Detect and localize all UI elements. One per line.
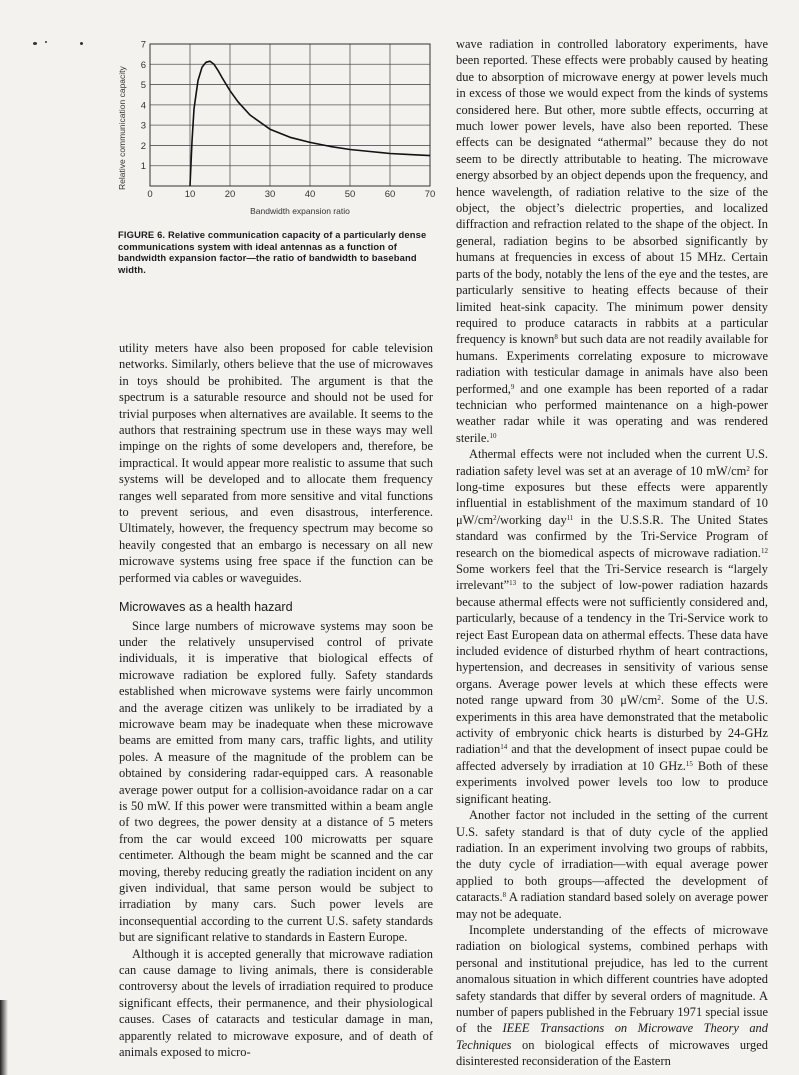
- caption-label: FIGURE 6.: [118, 229, 166, 240]
- scan-edge-shadow: [0, 1000, 8, 1075]
- reference-number: 11: [566, 513, 574, 522]
- reference-number: 8: [502, 891, 507, 900]
- capacity-chart: [112, 36, 437, 226]
- scan-speck: [80, 42, 83, 45]
- paragraph: [456, 446, 768, 807]
- x-tick-label: 50: [344, 189, 356, 200]
- superscript: 2: [493, 513, 497, 522]
- reference-number: 10: [489, 431, 497, 440]
- x-tick-label: 10: [184, 189, 196, 200]
- chart-ticks: [141, 40, 436, 201]
- superscript: 2: [657, 694, 661, 703]
- text-run: Both of these experiments involved power levels too low to produce significant heating.: [456, 758, 769, 806]
- text-run: Athermal effects were not included when the current U.S. radiation safety level was set at an average of 10 mW/cm: [456, 447, 768, 478]
- figure-6: [112, 36, 437, 226]
- text-run: and one example has been reported of a radar technician who performed maintenance on a high-power weather radar while it was operating and was rendered sterile.: [456, 381, 768, 445]
- text-run: Another factor not included in the setting of the current U.S. safety standard is that of duty cycle of the applied radiation. In an experiment involving two groups of rabbits, the duty cycle of irradiation—with equal average power applied to both groups—affected the development of cataracts.: [456, 808, 768, 905]
- right-column: [456, 36, 768, 1070]
- text-run: wave radiation in controlled laboratory experiments, have been reported. These effects were probably caused by heating due to absorption of microwave energy at power levels much in excess of those we would expect from the kinds of systems considered here. But other, more subtle effects, occurring at much lower power levels, have also been reported. These effects can be designated “athermal” because they do not seem to be directly attributable to heating. The microwave energy absorbed by an object depends upon the frequency, and hence wavelength, of radiation relative to the size of the object, the object’s dielectric properties, and localized diffraction and refraction related to the shape of the object. In general, radiation begins to be absorbed significantly by humans at frequencies in excess of about 15 MHz. Certain parts of the body, notably the lens of the eye and the testes, are particularly sensitive to heating effects because of their limited heat-sink capacity. The minimum power density required to produce cataracts in rabbits at a particular frequency is known: [456, 37, 768, 347]
- section-heading: Microwaves as a health hazard: [119, 600, 293, 615]
- journal-title: IEEE Transactions on Microwave Theory and Techniques: [456, 1021, 768, 1052]
- caption-text: Relative communication capacity of a particularly dense communications system with ideal antennas as a function of bandwidth expansion factor—the ratio of bandwidth to baseband width.: [118, 229, 427, 275]
- y-tick-label: 1: [140, 161, 146, 173]
- text-run: on biological effects of microwaves urged disinterested reconsideration of the Eastern: [456, 1037, 768, 1069]
- reference-number: 15: [685, 759, 693, 768]
- chart-axes: [150, 44, 430, 186]
- text-run: /working day: [496, 512, 567, 527]
- reference-number: 8: [554, 333, 558, 342]
- paragraph: [456, 922, 768, 1070]
- x-tick-label: 0: [147, 189, 153, 200]
- reference-number: 9: [510, 382, 515, 391]
- text-run: and that the development of insect pupae could be affected adversely by irradiation at 10 GHz.: [456, 742, 768, 773]
- text-run: for long-time exposures but these effects were apparently influential in establishment of the maximum standard of 10 μW/cm: [456, 463, 768, 527]
- y-tick-label: 6: [140, 59, 146, 71]
- text-run: but such data are not readily available for humans. Experiments correlating exposure to microwave radiation with testicular damage in animals have also been performed,: [456, 332, 769, 396]
- y-tick-label: 2: [140, 140, 146, 152]
- y-tick-label: 3: [140, 120, 146, 132]
- y-axis-label: Relative communication capacity: [117, 66, 127, 190]
- plot-frame: [150, 44, 430, 186]
- paragraph: utility meters have also been proposed for cable television networks. Similarly, others believe that the use of microwaves in toys should be prohibited. The argument is that the spectrum is a saturable resource and should not be used for trivial purposes when alternatives are available. It seems to the authors that restraining spectrum use in these ways may well impinge on the rights of some developers and, therefore, be impractical. It would appear more realistic to assume that such systems will be developed and to allocate them frequency ranges well separated from more sensitive and vital functions to prevent serious, and even disastrous, interference. Ultimately, however, the frequency spectrum may become so heavily congested that an embargo is necessary on all new microwave systems using free space if the function can be performed via cables or waveguides.: [119, 341, 433, 585]
- left-column: [119, 340, 433, 1060]
- x-tick-label: 70: [424, 189, 436, 200]
- x-axis-label: Bandwidth expansion ratio: [250, 206, 350, 216]
- scan-speck: [33, 42, 37, 45]
- x-tick-label: 20: [224, 189, 236, 200]
- paragraph: [456, 36, 768, 446]
- x-tick-label: 30: [264, 189, 276, 200]
- paragraph: Although it is accepted generally that microwave radiation can cause damage to living animals, there is considerable controversy about the levels of irradiation required to produce significant effects, their permanence, and their physiological causes. Cases of cataracts and testicular damage in man, apparently related to microwave exposure, and of death of animals exposed to micro-: [119, 946, 433, 1060]
- reference-number: 12: [761, 546, 768, 555]
- paragraph: [456, 807, 768, 922]
- x-tick-label: 60: [384, 189, 396, 200]
- x-tick-label: 40: [304, 189, 316, 200]
- text-run: . Some of the U.S. experiments in this area have demonstrated that the metabolic activity of embryonic chick hearts is disturbed by 24-GHz radiation: [456, 693, 768, 757]
- text-run: Incomplete understanding of the effects of microwave radiation on biological systems, combined perhaps with personal and institutional prejudice, has led to the current anomalous situation in which different countries have adopted safety standards that differ by several orders of magnitude. A number of papers published in the February 1971 special issue of the: [456, 922, 768, 1036]
- reference-number: 13: [509, 579, 517, 588]
- text-run: A radiation standard based solely on average power may not be adequate.: [456, 890, 768, 921]
- text-run: in the U.S.S.R. The United States standard was confirmed by the Tri-Service Program of research on the biomedical aspects of microwave radiation.: [456, 512, 769, 560]
- scan-speck: [45, 41, 47, 43]
- superscript: 2: [746, 464, 750, 473]
- y-tick-label: 7: [140, 39, 146, 51]
- figure-caption: [118, 229, 434, 275]
- chart-grid: [150, 44, 430, 186]
- paragraph: Since large numbers of microwave systems may soon be under the relatively unsupervised control of private individuals, it is imperative that biological effects of microwave radiation be explored fully. Safety standards established when microwave systems were fairly uncommon and the average citizen was unlikely to be irradiated by a microwave beam may be inadequate when these microwave beams are emitted from many cars, traffic lights, and utility poles. A measure of the magnitude of the problem can be obtained by considering radar-equipped cars. A reasonable average power output for a collision-avoidance radar on a car is 50 mW. If this power were transmitted within a beam angle of two degrees, the power density at a distance of 5 meters from the car would exceed 100 microwatts per square centimeter. Although the beam might be scanned and the car moving, thereby reducing greatly the radiation incident on any given individual, that same person would be subject to irradiation by many cars. Such power levels are inconsequential according to the current U.S. safety standards but are significant relative to standards in Eastern Europe.: [119, 618, 433, 945]
- text-run: Some workers feel that the Tri-Service research is “largely irrelevant”: [456, 562, 768, 593]
- y-tick-label: 4: [140, 100, 146, 112]
- reference-number: 14: [500, 743, 508, 752]
- y-tick-label: 5: [140, 80, 146, 92]
- text-run: to the subject of low-power radiation hazards because athermal effects were not sufficiently considered and, particularly, because of a tendency in the Tri-Service work to reject East European data on athermal effects. These data have included evidence of disturbed rhythm of heart contractions, hypertension, and decreases in sensitivity of various sense organs. Average power levels at which these effects were noted range upward from 30 μW/cm: [456, 578, 768, 708]
